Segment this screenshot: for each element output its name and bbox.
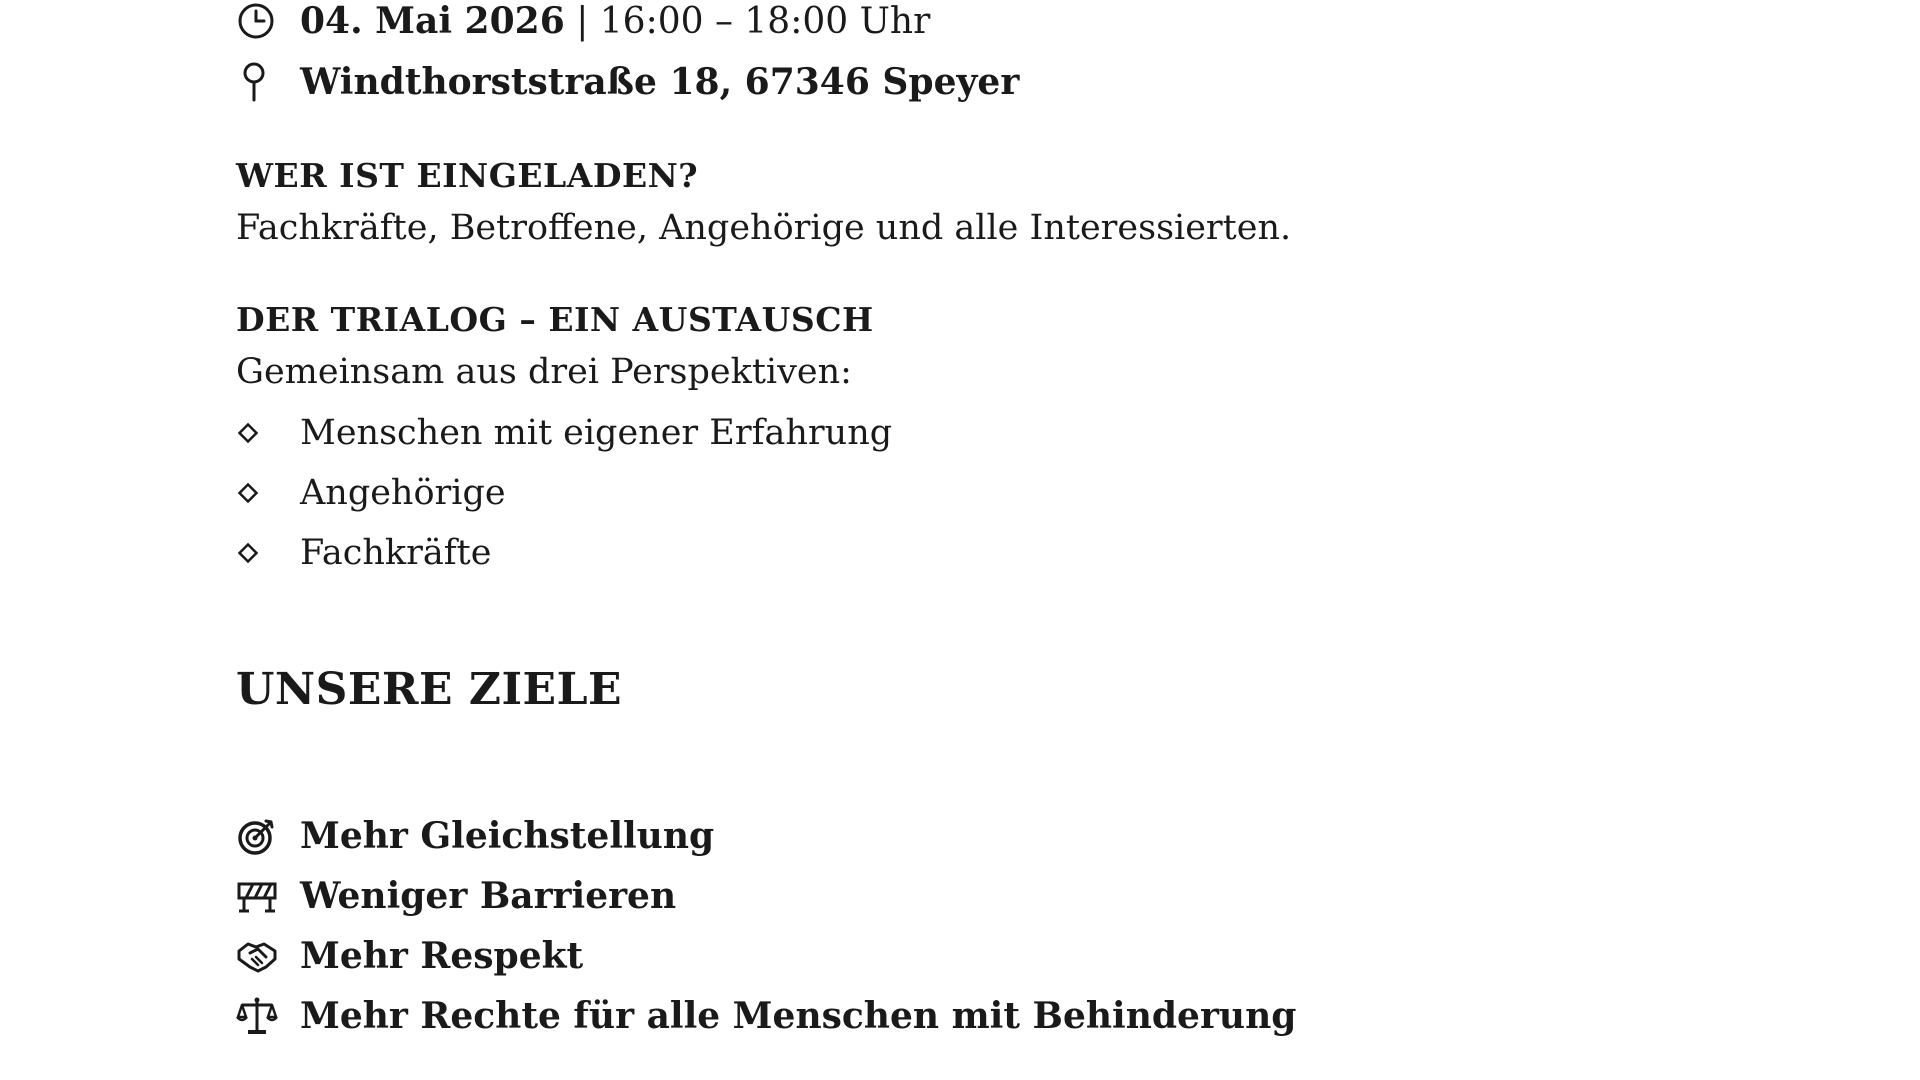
handshake-icon <box>236 934 280 978</box>
address-text: Windthorststraße 18, 67346 Speyer <box>300 61 1020 103</box>
invited-heading: WER IST EINGELADEN? <box>236 156 699 195</box>
trialog-intro: Gemeinsam aus drei Perspektiven: <box>236 352 852 392</box>
goal-label: Weniger Barrieren <box>300 875 677 917</box>
target-icon <box>236 814 280 858</box>
trialog-item-label: Menschen mit eigener Erfahrung <box>300 413 893 453</box>
diamond-bullet-icon <box>236 471 280 515</box>
barrier-icon <box>236 874 280 918</box>
event-address <box>236 60 1019 104</box>
goal-label: Mehr Gleichstellung <box>300 815 715 857</box>
clock-icon <box>236 0 280 43</box>
event-datetime <box>236 0 930 43</box>
trialog-heading: DER TRIALOG – EIN AUSTAUSCH <box>236 300 874 339</box>
goal-label: Mehr Respekt <box>300 935 584 977</box>
event-date: 04. Mai 2026 <box>300 0 565 42</box>
list-item <box>236 531 491 575</box>
goal-item <box>236 814 714 858</box>
goal-item <box>236 874 676 918</box>
goals-heading: UNSERE ZIELE <box>236 664 623 715</box>
diamond-bullet-icon <box>236 531 280 575</box>
invited-text: Fachkräfte, Betroffene, Angehörige und alle Interessierten. <box>236 208 1292 248</box>
trialog-item-label: Fachkräfte <box>300 533 492 573</box>
list-item <box>236 411 892 455</box>
trialog-item-label: Angehörige <box>300 473 506 513</box>
goal-item <box>236 994 1296 1038</box>
scales-icon <box>236 994 280 1038</box>
list-item <box>236 471 506 515</box>
goal-item <box>236 934 583 978</box>
datetime-separator: | <box>564 0 600 42</box>
event-time: 16:00 – 18:00 Uhr <box>599 0 931 42</box>
diamond-bullet-icon <box>236 411 280 455</box>
goal-label: Mehr Rechte für alle Menschen mit Behinderung <box>300 995 1297 1037</box>
location-pin-icon <box>236 60 280 104</box>
